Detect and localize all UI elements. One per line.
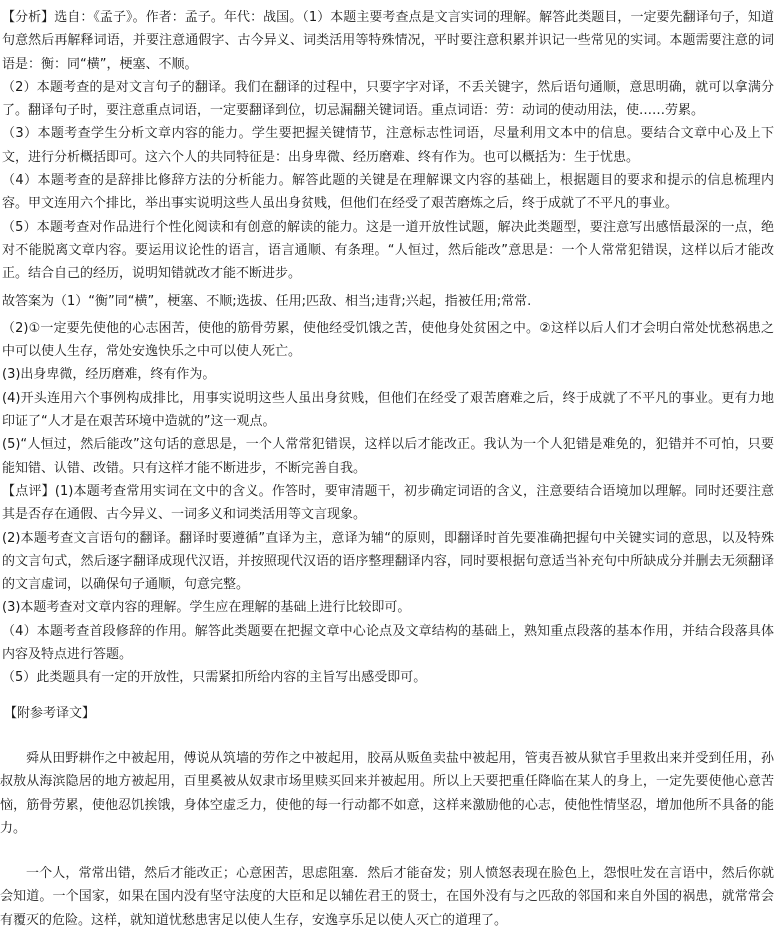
analysis-paragraph-1: 【分析】选自：《孟子》。作者：孟子。年代：战国。（1）本题主要考查点是文言实词的理解。解答此类题目，一定要先翻译句子，知道句意然后再解释词语，并要注意通假字、古今异义、词类活用等特殊情况，平时要注意积累并识记一些常见的实词。本题需要注意的词语是：衡：同“横”，梗塞、不顺。 <box>2 10 774 72</box>
translation-heading: 【附参考译文】 <box>4 705 96 721</box>
answer-paragraph-5: (5)“人恒过，然后能改”这句话的意思是，一个人常常犯错误，这样以后才能改正。我认为一个人犯错是难免的，犯错并不可怕，只要能知错、认错、改错。只有这样才能不断进步，不断完善自我。 <box>2 437 774 476</box>
comment-paragraph-1: 【点评】(1)本题考查常用实词在文中的含义。作答时，要审清题干，初步确定词语的含义，注意要结合语境加以理解。同时还要注意其是否存在通假、古今异义、一词多义和词类活用等文言现象。 <box>2 483 774 523</box>
analysis-paragraph-4: （4）本题考查的是辞排比修辞方法的分析能力。解答此题的关键是在理解课文内容的基础上，根据题目的要求和提示的信息梳理内容。甲文连用六个排比，举出事实说明这些人虽出身贫贱，但他们在经受了艰苦磨炼之后，终于成就了不平凡的事业。 <box>2 173 774 212</box>
comment-paragraph-4: （4）本题考查首段修辞的作用。解答此类题要在把握文章中心论点及文章结构的基础上，熟知重点段落的基本作用，并结合段落具体内容及特点进行答题。 <box>2 623 774 663</box>
answer-paragraph-1: 故答案为（1）“衡”同“横”，梗塞、不顺;选拔、任用;匹敌、相当;违背;兴起，指被任用;常常. <box>2 293 532 309</box>
analysis-paragraph-5: （5）本题考查对作品进行个性化阅读和有创意的解读的能力。这是一道开放性试题，解决此类题型，要注意写出感悟最深的一点，绝对不能脱离文章内容。要运用议论性的语言，语言通顺、有条理。“人恒过，然后能改”意思是：一个人常常犯错误，这样以后才能改正。结合自己的经历，说明知错就改才能不断进步。 <box>2 219 774 282</box>
comment-paragraph-2: (2)本题考查文言语句的翻译。翻译时要遵循”直译为主，意译为辅“的原则，即翻译时首先要准确把握句中关键实词的意思，以及特殊的文言句式，然后逐字翻译成现代汉语，并按照现代汉语的语序整理翻译内容，同时要根据句意适当补充句中所缺成分并删去无须翻译的文言虚词，以确保句子通顺，句意完整。 <box>2 530 774 593</box>
analysis-paragraph-3: （3）本题考查学生分析文章内容的能力。学生要把握关键情节，注意标志性词语，尽量利用文本中的信息。要结合文章中心及上下文，进行分析概括即可。这六个人的共同特征是：出身卑微、经历磨难、终有作为。也可以概括为：生于忧患。 <box>2 126 774 165</box>
answer-paragraph-3: (3)出身卑微，经历磨难，终有作为。 <box>2 367 216 383</box>
answer-paragraph-4: (4)开头连用六个事例构成排比，用事实说明这些人虽出身贫贱，但他们在经受了艰苦磨难之后，终于成就了不平凡的事业。更有力地印证了“人才是在艰苦环境中造就的”这一观点。 <box>2 390 774 430</box>
analysis-paragraph-2: （2）本题考查的是对文言句子的翻译。我们在翻译的过程中，只要字字对译，不丢关键字，然后语句通顺，意思明确，就可以拿满分了。翻译句子时，要注意重点词语，一定要翻译到位，切忌漏翻关键词语。重点词语：劳：动词的使动用法，使……劳累。 <box>2 79 774 119</box>
comment-paragraph-3: (3)本题考查对文章内容的理解。学生应在理解的基础上进行比较即可。 <box>2 600 411 616</box>
translation-paragraph-2: 一个人，常常出错，然后才能改正；心意困苦，思虑阻塞．然后才能奋发；别人愤怒表现在脸色上，怨恨吐发在言语中，然后你就会知道。一个国家，如果在国内没有坚守法度的大臣和足以辅佐君王的贤士，在国外没有与之匹敌的邻国和来自外国的祸患，就常常会有覆灭的危险。这样，就知道忧愁患害足以使人生存，安逸享乐足以使人灭亡的道理了。 <box>0 866 774 928</box>
comment-paragraph-5: （5）此类题具有一定的开放性，只需紧扣所给内容的主旨写出感受即可。 <box>2 670 427 686</box>
translation-paragraph-1: 舜从田野耕作之中被起用，傅说从筑墙的劳作之中被起用，胶鬲从贩鱼卖盐中被起用，管夷吾被从狱官手里救出来并受到任用，孙叔敖从海滨隐居的地方被起用，百里奚被从奴隶市场里赎买回来并被起用。所以上天要把重任降临在某人的身上，一定先要使他心意苦恼，筋骨劳累，使他忍饥挨饿，身体空虚乏力，使他的每一行动都不如意，这样来激励他的心志，使他性情坚忍，增加他所不具备的能力。 <box>0 750 774 836</box>
answer-paragraph-2: （2)①一定要先使他的心志困苦，使他的筋骨劳累，使他经受饥饿之苦，使他身处贫困之中。②这样以后人们才会明白常处忧愁祸患之中可以使人生存，常处安逸快乐之中可以使人死亡。 <box>2 320 774 360</box>
